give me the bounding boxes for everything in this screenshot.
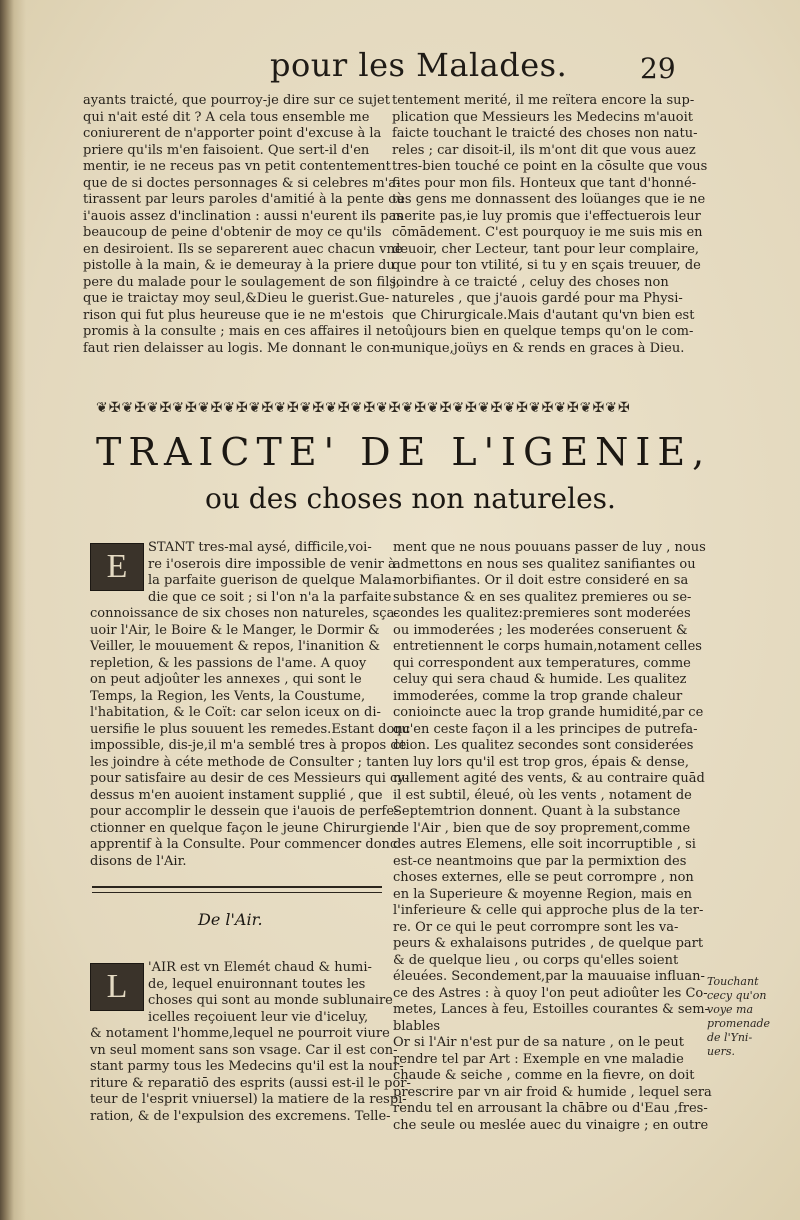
text-line: pour satisfaire au desir de ces Messieurs qui cy- [90,771,410,786]
text-line: die que ce soit ; si l'on n'a la parfaite [148,589,392,605]
text-line: riture & reparatiō des esprits (aussi est-il le por- [90,1075,411,1091]
text-line: ration, & de l'expulsion des excremens. Telle- [90,1108,391,1124]
text-line: che seule ou meslée auec du vinaigre ; en outre [393,1117,709,1133]
ornament-band: ❦✠❦✠❦✠❦✠❦✠❦✠❦✠❦✠❦✠❦✠❦✠❦✠❦✠❦✠❦✠❦✠❦✠❦✠❦✠❦✠❦✠ [96,400,631,416]
text-line: Septemtrion donnent. Quant à la substance [393,804,681,819]
text-line: entretiennent le corps humain,notament celles [393,639,702,654]
margin-note-line: cecy qu'on [707,989,767,1002]
margin-note-line: promenade [707,1017,771,1030]
text-line: re i'oserois dire impossible de venir à [148,556,396,572]
text-line: chaude & seiche , comme en la fievre, on doit [393,1068,695,1083]
margin-note-line: Touchant [707,975,759,988]
text-line: celuy qui sera chaud & humide. Les qualitez [393,672,687,687]
text-line: vn seul moment sans son vsage. Car il est con- [90,1042,398,1058]
text-line: fites pour mon fils. Honteux que tant d'honné- [392,175,697,191]
text-line: rison qui fut plus heureuse que ie ne m'estois [83,307,384,323]
text-line: les joindre à céte methode de Consulter ; tant [90,754,393,770]
text-line: merite pas,ie luy promis que i'effectuerois leur [392,208,701,224]
text-line: icelles reçoiuent leur vie d'iceluy, [148,1009,369,1025]
section-heading: De l'Air. [198,910,263,929]
text-line: impossible, dis-je,il m'a semblé tres à propos de [90,738,407,753]
text-line: rendre tel par Art : Exemple en vne maladie [393,1051,684,1067]
text-line: & notament l'homme,lequel ne pourroit viure [90,1026,390,1041]
text-line: toûjours bien en quelque temps qu'on le com- [392,324,694,339]
section-rule [92,886,382,893]
text-line: munique,joüys en & rends en graces à Dieu. [392,340,685,356]
text-line: ou immoderées ; les moderées conseruent & [393,622,688,638]
text-line: ctionner en quelque façon le jeune Chirurgien [90,820,395,836]
text-line: Veiller, le mouuement & repos, l'inanition & [90,639,380,654]
text-line: ment que ne nous pouuans passer de luy , nous [393,540,706,555]
margin-note-line: uers. [707,1045,735,1058]
text-line: ction. Les qualitez secondes sont considerées [393,738,694,753]
text-line: la parfaite guerison de quelque Mala- [148,573,397,588]
text-line: apprentif à la Consulte. Pour commencer donc [90,837,398,852]
text-line: stant parmy tous les Medecins qu'il est la nour- [90,1059,404,1074]
text-line: est-ce neantmoins que par la permixtion des [393,853,687,869]
text-line: ayants traicté, que pourroy-je dire sur ce sujet [83,93,390,108]
text-line: i'auois assez d'inclination : aussi n'eurent ils pas [83,208,404,224]
text-line: connoissance de six choses non natureles, sça- [90,606,399,621]
text-line: tres-bien touché ce point en la cōsulte que vous [392,159,708,174]
text-line: joindre à ce traicté , celuy des choses non [392,274,669,290]
text-line: tirassent par leurs paroles d'amitié à la pente où [83,192,405,207]
text-line: rendu tel en arrousant la chābre ou d'Eau ,fres- [393,1101,708,1116]
text-line: en desiroient. Ils se separerent auec chacun vne [83,241,403,257]
text-line: disons de l'Air. [90,853,187,869]
text-line: ce des Astres : à quoy l'on peut adioûter les Co- [393,985,708,1001]
text-line: re. Or ce qui le peut corrompre sont les va- [393,919,679,935]
text-line: Or si l'Air n'est pur de sa nature , on le peut [393,1035,684,1050]
text-line: deuoir, cher Lecteur, tant pour leur complaire, [392,241,700,257]
text-line: uoir l'Air, le Boire & le Manger, le Dormir & [90,622,380,638]
text-line: 'AIR est vn Elemét chaud & humi- [148,960,372,975]
text-line: pour accomplir le dessein que i'auois de perfe- [90,804,399,819]
page-number: 29 [640,52,676,85]
top-right-column [392,93,712,357]
text-line: qu'en ceste façon il a les principes de putrefa- [393,721,698,737]
text-line: beaucoup de peine d'obtenir de moy ce qu'ils [83,225,382,240]
body-left-column-2 [90,960,411,1125]
text-line: l'habitation, & le Coït: car selon iceux on di- [90,705,381,720]
text-line: de, lequel enuironnant toutes les [148,976,366,992]
text-line: STANT tres-mal aysé, difficile,voi- [148,540,372,555]
running-head: pour les Malades. [270,46,568,84]
text-line: que pour ton vtilité, si tu y en sçais treuuer, de [392,258,701,273]
treatise-subtitle: ou des choses non natureles. [205,482,616,515]
text-line: reles ; car disoit-il, ils m'ont dit que vous auez [392,142,696,158]
text-line: faut rien delaisser au logis. Me donnant le con- [83,340,395,356]
text-line: mentir, ie ne receus pas vn petit contentement [83,159,391,174]
text-line: teur de l'esprit vniuersel) la matiere de la respi- [90,1092,407,1107]
text-line: qui n'ait esté dit ? A cela tous ensemble me [83,109,370,125]
text-line: éleuées. Secondement,par la mauuaise influan- [393,969,705,984]
text-line: promis à la consulte ; mais en ces affaires il ne [83,324,392,339]
text-line: prescrire par vn air froid & humide , lequel sera [393,1084,712,1100]
text-line: il est subtil, éleué, où les vents , notament de [393,787,692,803]
text-line: on peut adjoûter les annexes , qui sont le [90,672,362,687]
text-line: pere du malade pour le soulagement de son fils, [83,274,401,290]
text-line: plication que Messieurs les Medecins m'auoit [392,109,694,125]
text-line: choses qui sont au monde sublunaire [148,993,393,1008]
text-line: que ie traictay moy seul,&Dieu le guerist.Gue- [83,291,390,306]
text-line: faicte touchant le traicté des choses non natu- [392,126,698,141]
text-line: tes gens me donnassent des loüanges que ie ne [392,192,706,207]
drop-cap-initial: E [90,543,144,591]
text-line: substance & en ses qualitez premieres ou se- [393,589,692,605]
text-line: condes les qualitez:premieres sont moderées [393,606,691,621]
text-line: coniurerent de n'apporter point d'excuse à la [83,126,382,141]
text-line: blables [393,1018,441,1034]
body-right-column [393,540,713,1134]
text-line: Temps, la Region, les Vents, la Coustume, [90,688,366,704]
text-line: cōmādement. C'est pourquoy ie me suis mis en [392,225,703,240]
text-line: choses externes, elle se peut corrompre , non [393,870,694,885]
text-line: dessus m'en auoient instament supplié , que [90,787,383,803]
text-line: natureles , que j'auois gardé pour ma Physi- [392,291,683,306]
text-line: que Chirurgicale.Mais d'autant qu'vn bien est [392,307,695,323]
treatise-title: TRAICTE' DE L'IGENIE, [96,430,712,474]
margin-note-line: de l'Yni- [707,1031,753,1044]
body-left-column [90,540,410,870]
text-line: nullement agité des vents, & au contraire quād [393,771,705,786]
margin-note-line: voye ma [707,1003,754,1016]
text-line: de l'Air , bien que de soy proprement,comme [393,820,691,836]
text-line: immoderées, comme la trop grande chaleur [393,688,683,704]
page-gutter [0,0,26,1220]
text-line: pistolle à la main, & ie demeuray à la priere du [83,258,395,273]
text-line: repletion, & les passions de l'ame. A quoy [90,655,367,671]
text-line: qui correspondent aux temperatures, comme [393,655,691,671]
text-line: l'inferieure & celle qui approche plus de la ter- [393,903,704,918]
drop-cap-initial: L [90,963,144,1011]
text-line: metes, Lances à feu, Estoilles courantes & sem- [393,1002,709,1017]
text-line: uersifie le plus souuent les remedes.Estant donc [90,721,410,737]
text-line: des autres Elemens, elle soit incorruptible , si [393,837,696,852]
text-line: que de si doctes personnages & si celebres m'a- [83,175,401,191]
text-line: peurs & exhalaisons putrides , de quelque part [393,936,704,951]
text-line: priere qu'ils m'en faisoient. Que sert-il d'en [83,142,370,158]
text-line: admettons en nous ses qualitez sanifiantes ou [393,556,696,572]
text-line: en luy lors qu'il est trop gros, épais & dense, [393,754,689,770]
margin-note [707,975,771,1059]
text-line: en la Superieure & moyenne Region, mais en [393,886,693,902]
top-left-column [83,93,405,357]
text-line: & de quelque lieu , ou corps qu'elles soient [393,952,679,968]
text-line: morbifiantes. Or il doit estre consideré en sa [393,573,689,588]
text-line: conioincte auec la trop grande humidité,par ce [393,705,704,720]
text-line: tentement merité, il me reïtera encore la sup- [392,93,695,108]
